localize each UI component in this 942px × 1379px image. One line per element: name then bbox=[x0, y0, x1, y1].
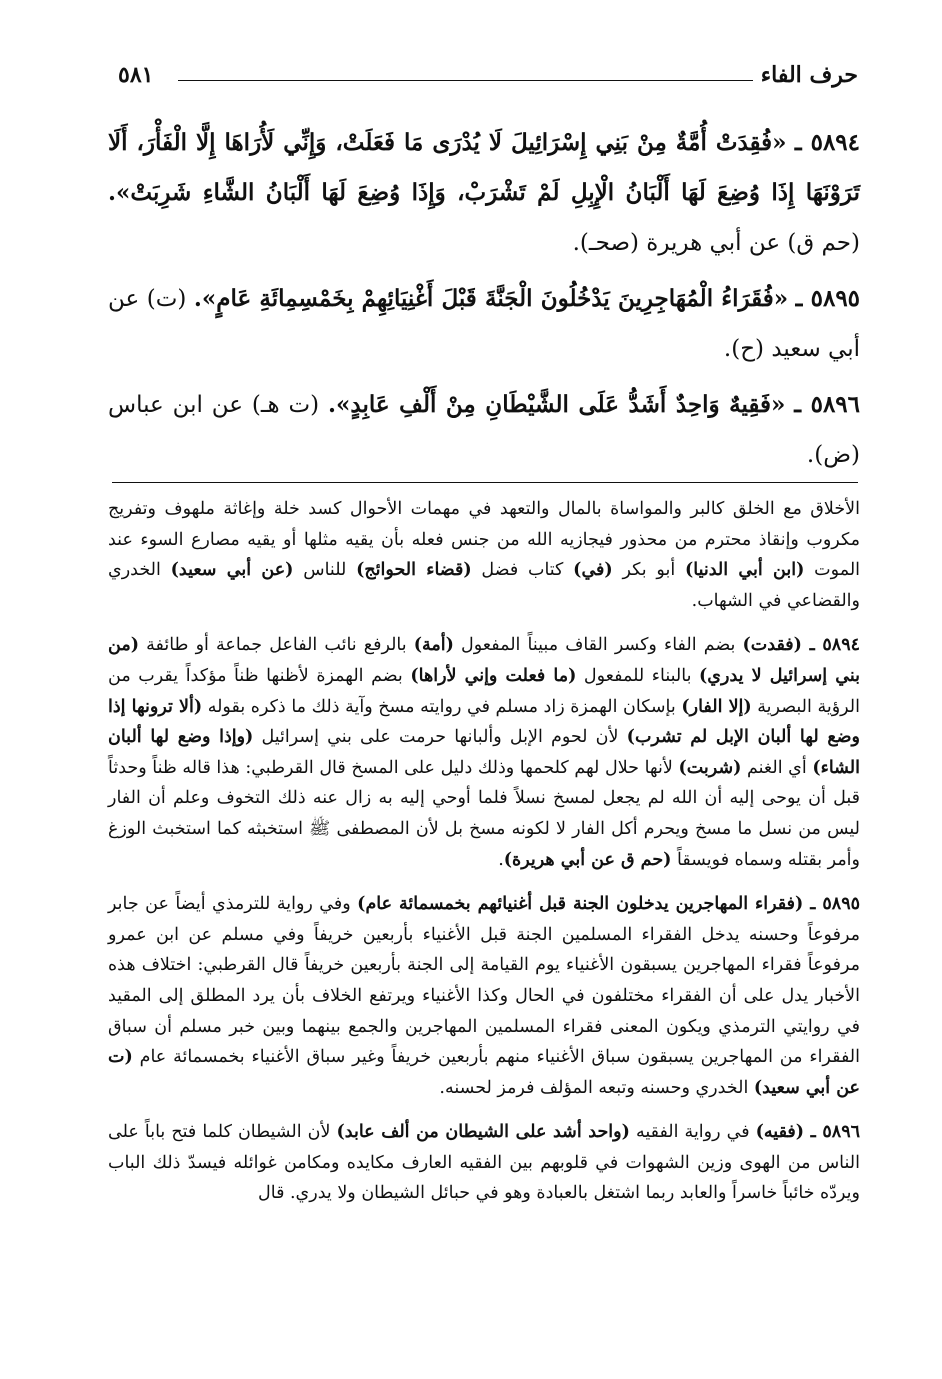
hadith-source: (ت هـ) عن ابن عباس (ض). bbox=[108, 392, 860, 468]
text-run: أي الغنم bbox=[741, 757, 813, 778]
chapter-title: حرف الفاء bbox=[760, 62, 858, 88]
hadith-number: ٥٨٩٤ ـ bbox=[794, 129, 861, 156]
text-run: بإسكان الهمزة زاد مسلم في روايته مسخ وآية ذلك ما ذكره بقوله bbox=[202, 696, 682, 717]
bold-run: (شربت) bbox=[678, 757, 742, 778]
page-number: ٥٨١ bbox=[118, 62, 154, 88]
text-run: الخدري والقضاعي في الشهاب. bbox=[108, 560, 860, 611]
text-run: أبو بكر bbox=[612, 560, 685, 581]
bold-run: (من بني إسرائيل لا يدري) bbox=[108, 635, 860, 686]
header-rule bbox=[178, 80, 753, 81]
bold-run: ٥٨٩٦ ـ bbox=[804, 1122, 860, 1143]
bold-run: ٥٨٩٥ ـ bbox=[803, 894, 861, 915]
hadith-text: «فَقِيهٌ وَاحِدٌ أَشَدُّ عَلَى الشَّيْطَانِ مِنْ أَلْفِ عَابِدٍ». bbox=[328, 391, 786, 418]
hadith-number: ٥٨٩٦ ـ bbox=[794, 391, 861, 418]
commentary-5894 bbox=[108, 630, 860, 875]
bold-run: (حم ق عن أبي هريرة) bbox=[503, 849, 672, 870]
bold-run: (ابن أبي الدنيا) bbox=[684, 560, 805, 581]
bold-run: (فقدت) bbox=[742, 635, 802, 656]
text-run: بضم الهمزة لأظنها ظناً مؤكداً يقرب من الرؤية البصرية bbox=[108, 665, 860, 717]
hadith-source: (حم ق) عن أبي هريرة (صحـ). bbox=[572, 230, 860, 256]
bold-run: (إلا الفار) bbox=[681, 696, 752, 717]
text-run: بالبناء للمفعول bbox=[576, 665, 700, 686]
text-run: وفي رواية للترمذي أيضاً عن جابر مرفوعاً وحسنه يدخل الفقراء المسلمين الجنة قبل الأغنياء بأربعين خريفاً وفي مسلم عن ابن عمرو مرفوعاً فقراء المهاجرين يسبقون الأغنياء يوم القيامة إلى الجنة بأربعين خريفاً قال القرطبي: اختلاف هذه الأخبار يدل على أن الفقراء مختلفون في الحال وكذا الأغنياء ويرتفع الخلاف بأن يرد المطلق إلى المقيد في روايتي الترمذي ويكون المعنى فقراء المسلمين المهاجرين والجمع بينهما وبين خبر مسلم أن سباق الفقراء من المهاجرين يسبقون سباق الأغنياء منهم بأربعين خريفاً وغير سباق الأغنياء بخمسمائة عام bbox=[108, 894, 860, 1068]
bold-run: (واحد أشد على الشيطان من ألف عابد) bbox=[336, 1122, 630, 1143]
bold-run: (ما فعلت وإني لأراها) bbox=[410, 665, 577, 686]
text-run: الخدري وحسنه وتبعه المؤلف فرمز لحسنه. bbox=[439, 1077, 754, 1098]
bold-run: (قضاء الحوائج) bbox=[356, 560, 472, 581]
bold-run: (في) bbox=[573, 560, 613, 581]
footnote-separator bbox=[112, 482, 858, 483]
hadith-text: «فُقَرَاءُ الْمُهَاجِرِينَ يَدْخُلُونَ الْجَنَّةَ قَبْلَ أَغْنِيَائِهِمْ بِخَمْسِمِائَةِ عَامٍ». bbox=[193, 285, 789, 312]
text-run: كتاب فضل bbox=[471, 560, 574, 581]
hadith-source: (ت) عن أبي سعيد (ح). bbox=[108, 286, 860, 362]
commentary-5895 bbox=[108, 889, 860, 1103]
bold-run: (وإذا وضع لها ألبان الشاء) bbox=[108, 727, 860, 778]
hadith-number: ٥٨٩٥ ـ bbox=[795, 285, 861, 312]
bold-run: (عن أبي سعيد) bbox=[170, 560, 294, 581]
text-run: في رواية الفقيه bbox=[629, 1122, 756, 1143]
hadith-5894 bbox=[108, 118, 860, 268]
hadith-text: «فُقِدَتْ أُمَّةٌ مِنْ بَنِي إِسْرَائِيلَ لَا يُدْرَى مَا فَعَلَتْ، وَإِنِّي لَأُرَاهَا إِلَّا الْفَأْرَ، أَلَا تَرَوْنَهَا إِذَا وُضِعَ لَهَا أَلْبَانُ الْإِبِلِ لَمْ تَشْرَبْ، وَإِذَا وُضِعَ لَهَا أَلْبَانُ الشَّاءِ شَرِبَتْ». bbox=[108, 129, 860, 206]
bold-run: ٥٨٩٤ ـ bbox=[801, 635, 860, 656]
bold-run: (ألا ترونها إذا وضع لها ألبان الإبل لم تشرب) bbox=[108, 696, 860, 748]
text-run: لأنها حلال لهم كلحمها وذلك دليل على المسخ قال القرطبي: هذا قاله ظناً وحدثاً قبل أن يوحى إليه أن الله لم يجعل لمسخ نسلاً فلما أوحي إليه به زال عنه ذلك التخوف وعلم أن الفار ليس من نسل ما مسخ ويحرم أكل الفار لا لكونه مسخ بل لأن المصطفى ﷺ استخبثه كما استخبث الوزغ وأمر بقتله وسماه فويسقاً bbox=[108, 757, 860, 870]
bold-run: (أمة) bbox=[413, 635, 454, 656]
hadith-5896 bbox=[108, 380, 860, 480]
text-run: بضم الفاء وكسر القاف مبيناً المفعول bbox=[453, 635, 743, 656]
commentary-section bbox=[108, 494, 860, 1223]
page-header bbox=[118, 62, 858, 94]
text-run: للناس bbox=[293, 560, 357, 581]
bold-run: (فقراء المهاجرين يدخلون الجنة قبل أغنيائهم بخمسمائة عام) bbox=[357, 894, 804, 915]
commentary-5896 bbox=[108, 1117, 860, 1209]
text-run: . bbox=[498, 849, 504, 870]
hadith-list bbox=[108, 118, 860, 486]
commentary-intro bbox=[108, 494, 860, 616]
bold-run: (فقيه) bbox=[755, 1122, 805, 1143]
text-run: لأن الشيطان كلما فتح باباً على الناس من الهوى وزين الشهوات في قلوبهم بين الفقيه العارف مكايده ومكامن غوائله فيسدّ ذلك الباب ويردّه خائباً خاسراً والعابد ربما اشتغل بالعبادة وهو في حبائل الشيطان ولا يدري. قال bbox=[108, 1122, 860, 1204]
text-run: الأخلاق مع الخلق كالبر والمواساة بالمال والتعهد في مهمات الأحوال كسد خلة وإغاثة ملهوف وتفريج مكروب وإنقاذ محترم من محذور فيجازيه الله من جنس فعله بأن يقيه مثلها أو يقيه مصارع السوء عند الموت bbox=[108, 499, 861, 581]
hadith-5895 bbox=[108, 274, 860, 374]
bold-run: (ت عن أبي سعيد) bbox=[108, 1047, 860, 1098]
text-run: لأن لحوم الإبل وألبانها حرمت على بني إسرائيل bbox=[253, 727, 627, 748]
text-run: بالرفع نائب الفاعل جماعة أو طائفة bbox=[138, 635, 414, 656]
